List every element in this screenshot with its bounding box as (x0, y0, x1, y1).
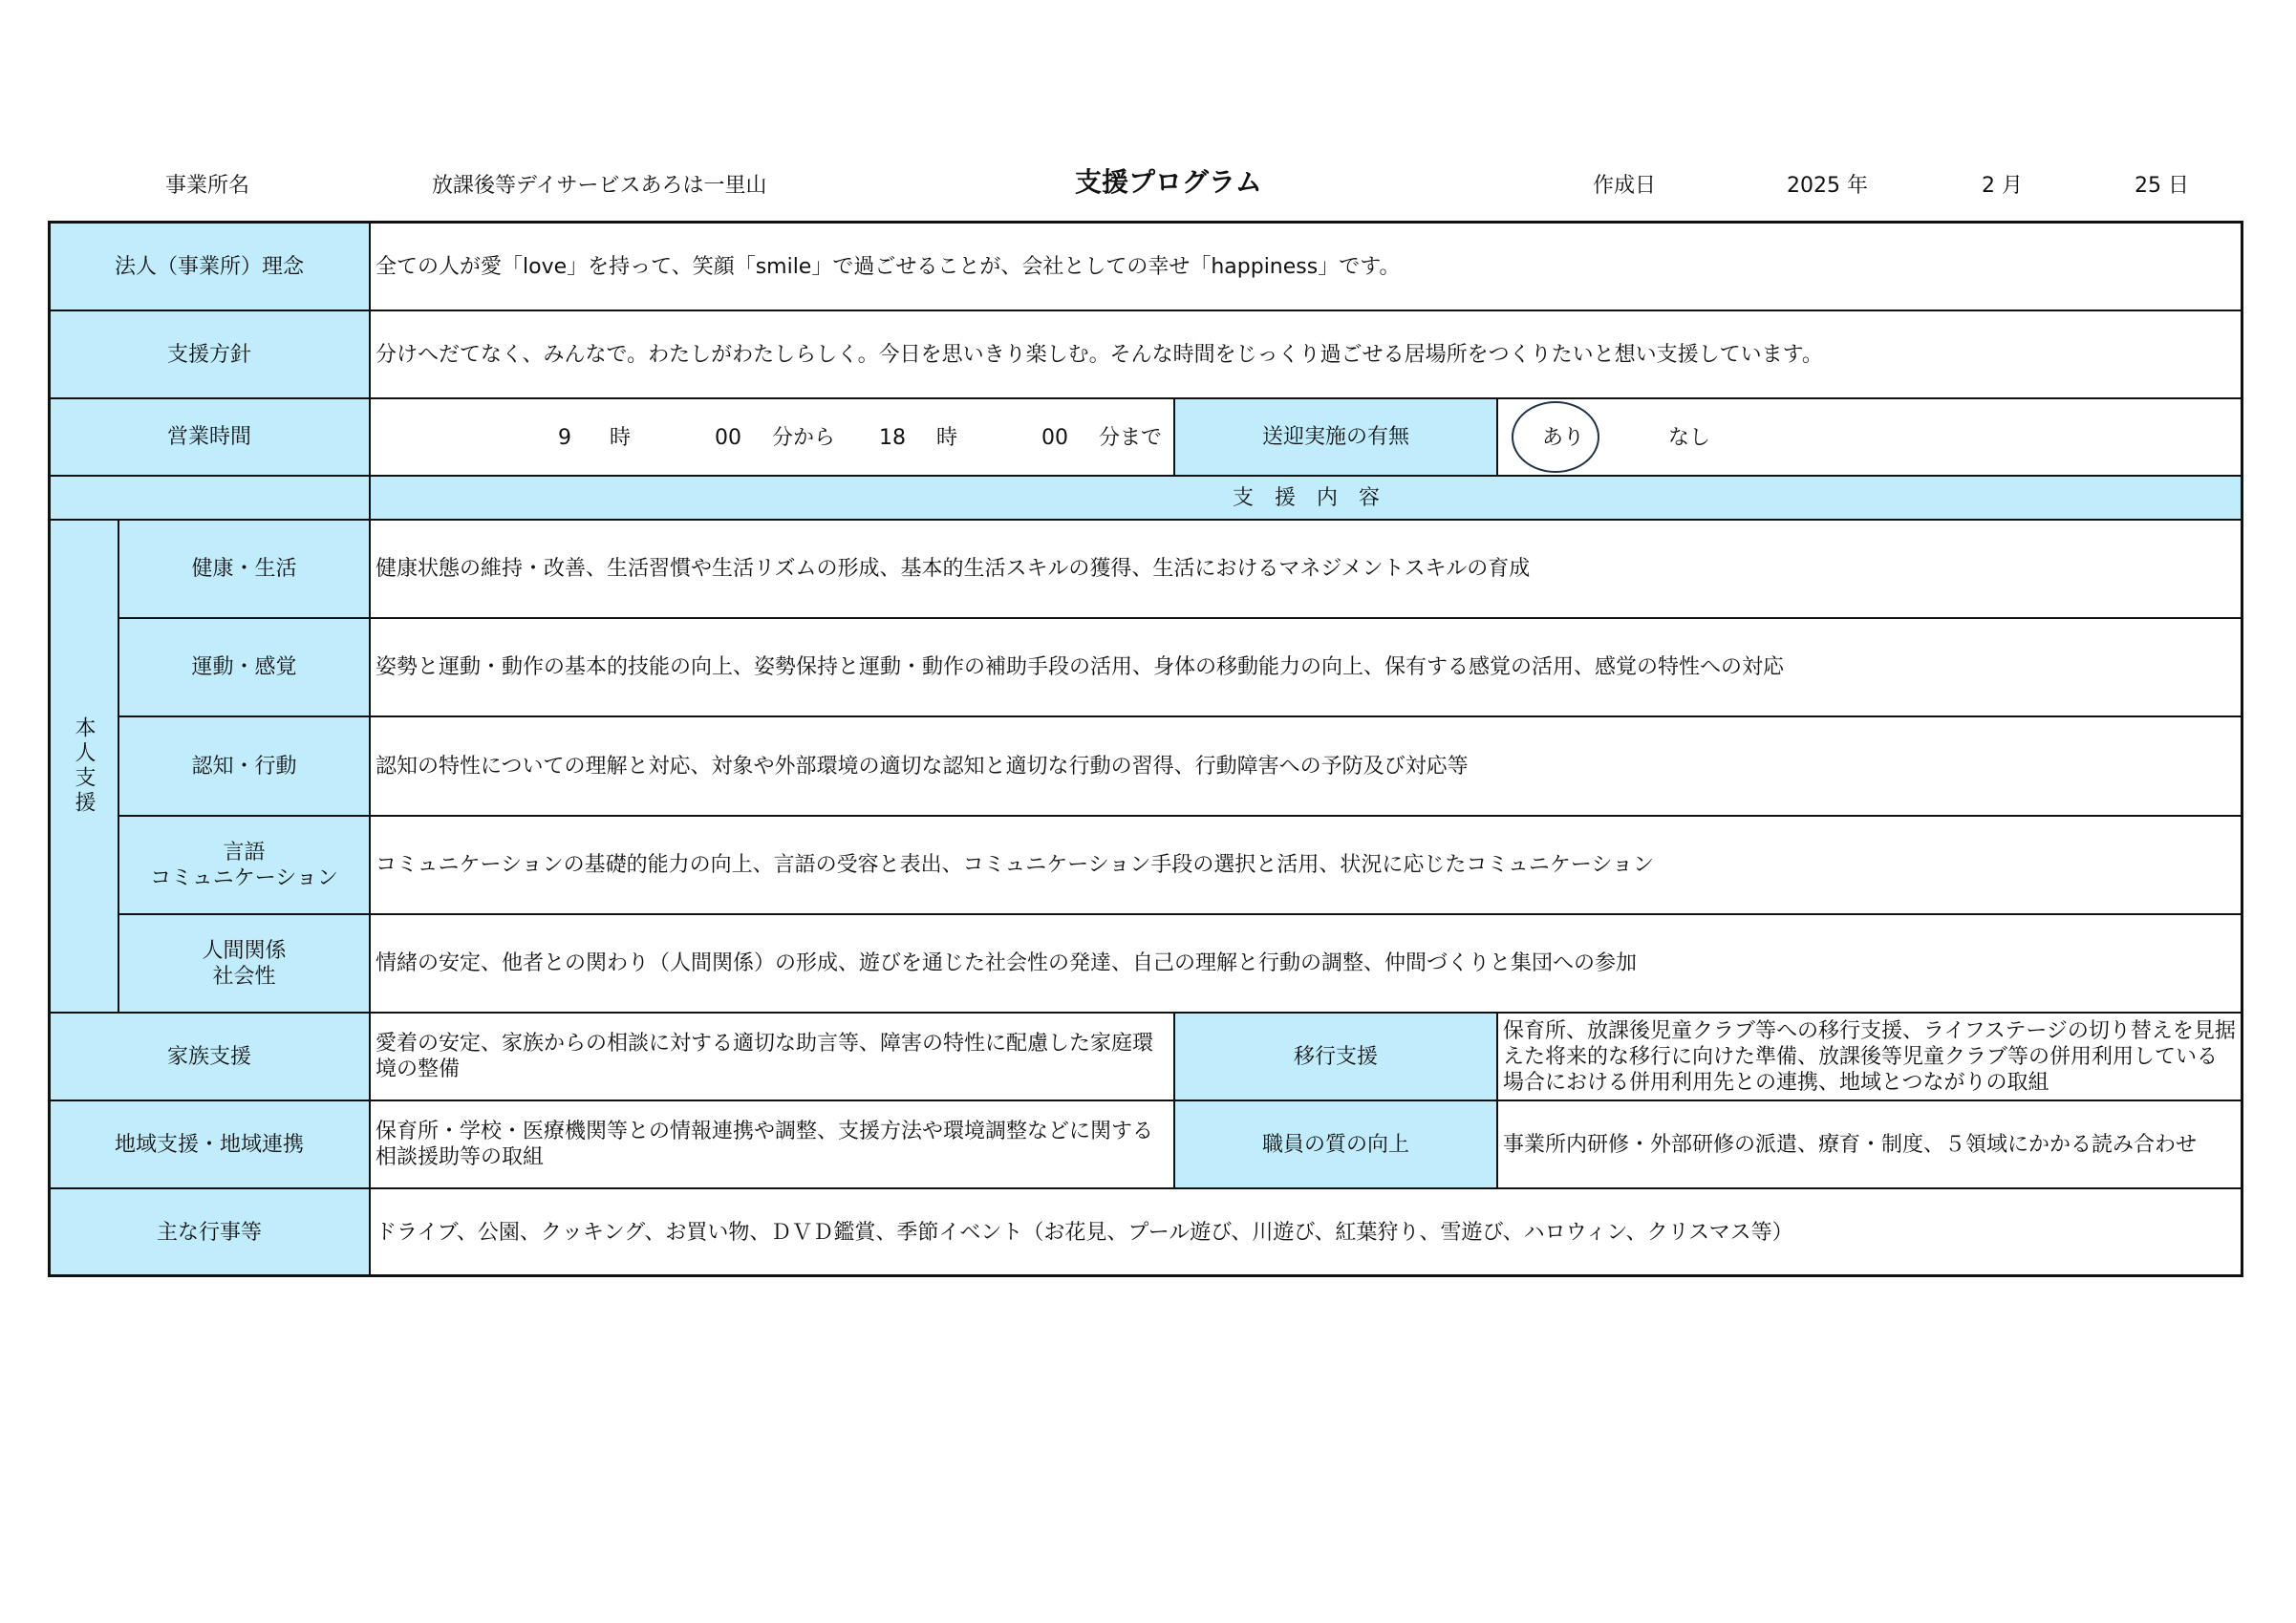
transport-yes-option[interactable]: あり (1542, 426, 1585, 450)
relationships-sociality-label (118, 913, 371, 1014)
language-communication-label-line2: コミュニケーション (150, 865, 338, 890)
policy-label: 支援方針 (48, 310, 371, 399)
relationships-sociality-label-line1: 人間関係 (202, 938, 287, 963)
created-month: 2 月 (1982, 174, 2023, 198)
family-support-value: 愛着の安定、家族からの相談に対する適切な助言等、障害の特性に配慮した家庭環境の整備 (369, 1012, 1175, 1101)
transition-support-label: 移行支援 (1173, 1012, 1498, 1101)
relationships-sociality-label-line2: 社会性 (212, 964, 276, 989)
hour-unit: 時 (610, 426, 632, 450)
language-communication-label (118, 815, 371, 915)
motor-sensory-label: 運動・感覚 (118, 617, 371, 717)
language-communication-value: コミュニケーションの基礎的能力の向上、言語の受容と表出、コミュニケーション手段の選択と活用、状況に応じたコミュニケーション (369, 815, 2243, 915)
office-name-value: 放課後等デイサービスあろは一里山 (432, 174, 767, 198)
personal-support-group-label (48, 519, 119, 1014)
main-events-label: 主な行事等 (48, 1187, 371, 1277)
support-content-header-blank (48, 475, 371, 521)
community-support-label: 地域支援・地域連携 (48, 1100, 371, 1189)
office-name-label: 事業所名 (165, 174, 250, 198)
health-life-label: 健康・生活 (118, 519, 371, 619)
until-text: 分まで (1099, 426, 1163, 450)
health-life-value: 健康状態の維持・改善、生活習慣や生活リズムの形成、基本的生活スキルの獲得、生活におけるマネジメントスキルの育成 (369, 519, 2243, 619)
end-hour: 18 (879, 426, 906, 450)
created-year: 2025 年 (1787, 174, 1868, 198)
hour-unit-2: 時 (936, 426, 958, 450)
staff-quality-value: 事業所内研修・外部研修の派遣、療育・制度、５領域にかかる読み合わせ (1496, 1100, 2243, 1189)
family-support-label: 家族支援 (48, 1012, 371, 1101)
motor-sensory-value: 姿勢と運動・動作の基本的技能の向上、姿勢保持と運動・動作の補助手段の活用、身体の移動能力の向上、保有する感覚の活用、感覚の特性への対応 (369, 617, 2243, 717)
cognition-behavior-label: 認知・行動 (118, 715, 371, 817)
start-hour: 9 (558, 426, 571, 450)
policy-value: 分けへだてなく、みんなで。わたしがわたしらしく。今日を思いきり楽しむ。そんな時間をじっくり過ごせる居場所をつくりたいと想い支援しています。 (369, 310, 2243, 399)
relationships-sociality-value: 情緒の安定、他者との関わり（人間関係）の形成、遊びを通じた社会性の発達、自己の理解と行動の調整、仲間づくりと集団への参加 (369, 913, 2243, 1014)
language-communication-label-line1: 言語 (223, 840, 266, 865)
from-text: 分から (772, 426, 836, 450)
main-events-value: ドライブ、公園、クッキング、お買い物、ＤＶＤ鑑賞、季節イベント（お花見、プール遊び、川遊び、紅葉狩り、雪遊び、ハロウィン、クリスマス等） (369, 1187, 2243, 1277)
created-date-label: 作成日 (1593, 174, 1657, 198)
cognition-behavior-value: 認知の特性についての理解と対応、対象や外部環境の適切な認知と適切な行動の習得、行動障害への予防及び対応等 (369, 715, 2243, 817)
end-minute: 00 (1041, 426, 1068, 450)
support-content-header: 支 援 内 容 (369, 475, 2243, 521)
transport-options (1496, 397, 2243, 477)
business-hours-label: 営業時間 (48, 397, 371, 477)
community-support-value: 保育所・学校・医療機関等との情報連携や調整、支援方法や環境調整などに関する相談援助等の取組 (369, 1100, 1175, 1189)
staff-quality-label: 職員の質の向上 (1173, 1100, 1498, 1189)
transport-no-option[interactable]: なし (1668, 426, 1711, 450)
philosophy-label: 法人（事業所）理念 (48, 222, 371, 311)
personal-support-vertical-text: 本人支援 (72, 716, 96, 816)
philosophy-value: 全ての人が愛「love」を持って、笑顔「smile」で過ごせることが、会社としての幸せ「happiness」です。 (369, 222, 2243, 311)
business-hours-value (369, 397, 1175, 477)
page-title: 支援プログラム (1075, 166, 1262, 198)
start-minute: 00 (715, 426, 741, 450)
transition-support-value: 保育所、放課後児童クラブ等への移行支援、ライフステージの切り替えを見据えた将来的な移行に向けた準備、放課後等児童クラブ等の併用利用している場合における併用利用先との連携、地域とつながりの取組 (1496, 1012, 2243, 1101)
transport-label: 送迎実施の有無 (1173, 397, 1498, 477)
created-day: 25 日 (2135, 174, 2189, 198)
